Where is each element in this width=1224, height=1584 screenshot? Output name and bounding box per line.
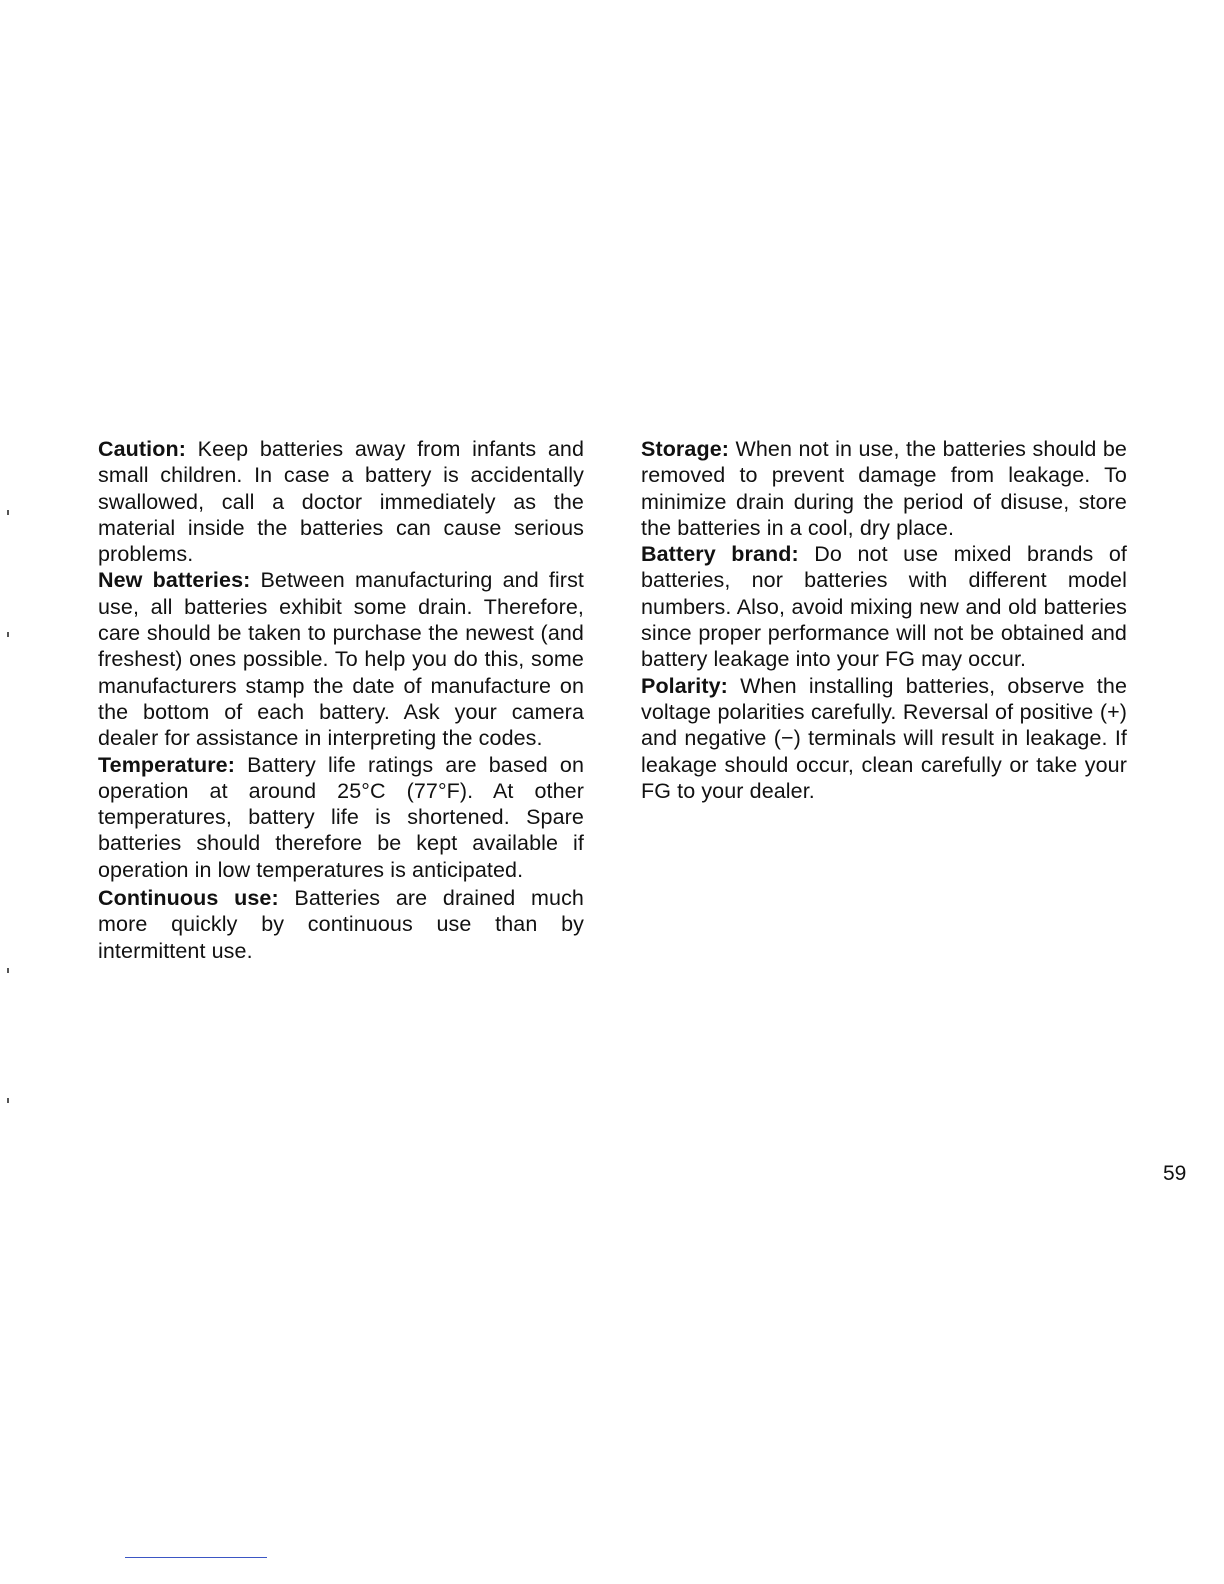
- polarity-heading: Polarity:: [641, 673, 728, 698]
- temperature-heading: Temperature:: [98, 752, 236, 777]
- storage-text: When not in use, the batteries should be removed to prevent damage from leakage. To minimize drain during the period of disuse, store the batteries in a cool, dry place.: [641, 437, 1127, 540]
- caution-heading: Caution:: [98, 437, 186, 461]
- right-column: [641, 436, 1127, 804]
- caution-text: Keep batteries away from infants and small children. In case a battery is accidentally swallowed, call a doctor immediately as the material inside the batteries can cause serious problems.: [98, 437, 584, 567]
- new-batteries-paragraph: [98, 567, 584, 751]
- polarity-paragraph: [641, 673, 1127, 804]
- polarity-text: When installing batteries, observe the voltage polarities carefully. Reversal of positive (+) and negative (−) terminals will result in leakage. If leakage should occur, clean carefully or take your FG to your dealer.: [641, 673, 1127, 803]
- temperature-text: Battery life ratings are based on operation at around 25°C (77°F). At other temperatures, battery life is shortened. Spare batteries should therefore be kept available if operation in low temperatures is anticipated.: [98, 752, 584, 882]
- page-number: 59: [1163, 1162, 1187, 1185]
- continuous-use-text: Batteries are drained much more quickly by continuous use than by intermittent use.: [98, 886, 584, 963]
- continuous-use-paragraph: [98, 885, 584, 964]
- caution-paragraph: [98, 436, 584, 567]
- edge-mark: [7, 510, 9, 515]
- storage-heading: Storage:: [641, 437, 730, 461]
- footer-rule: [125, 1557, 267, 1558]
- edge-mark: [7, 1098, 9, 1103]
- storage-paragraph: [641, 436, 1127, 541]
- battery-brand-heading: Battery brand:: [641, 542, 799, 567]
- left-column: [98, 436, 584, 964]
- temperature-paragraph: [98, 752, 584, 883]
- new-batteries-text: Between manufacturing and first use, all batteries exhibit some drain. Therefore, care should be taken to purchase the newest (and freshest) ones possible. To help you do this, some manufacturers stamp the date of manufacture on the bottom of each battery. Ask your camera dealer for assistance in interpreting the codes.: [98, 568, 584, 751]
- battery-brand-text: Do not use mixed brands of batteries, nor batteries with different model numbers. Also, avoid mixing new and old batteries since proper performance will not be obtained and battery leakage into your FG may occur.: [641, 542, 1127, 672]
- continuous-use-heading: Continuous use:: [98, 886, 279, 911]
- edge-mark: [7, 632, 9, 637]
- battery-brand-paragraph: [641, 541, 1127, 672]
- new-batteries-heading: New batteries:: [98, 568, 251, 593]
- edge-mark: [7, 968, 9, 973]
